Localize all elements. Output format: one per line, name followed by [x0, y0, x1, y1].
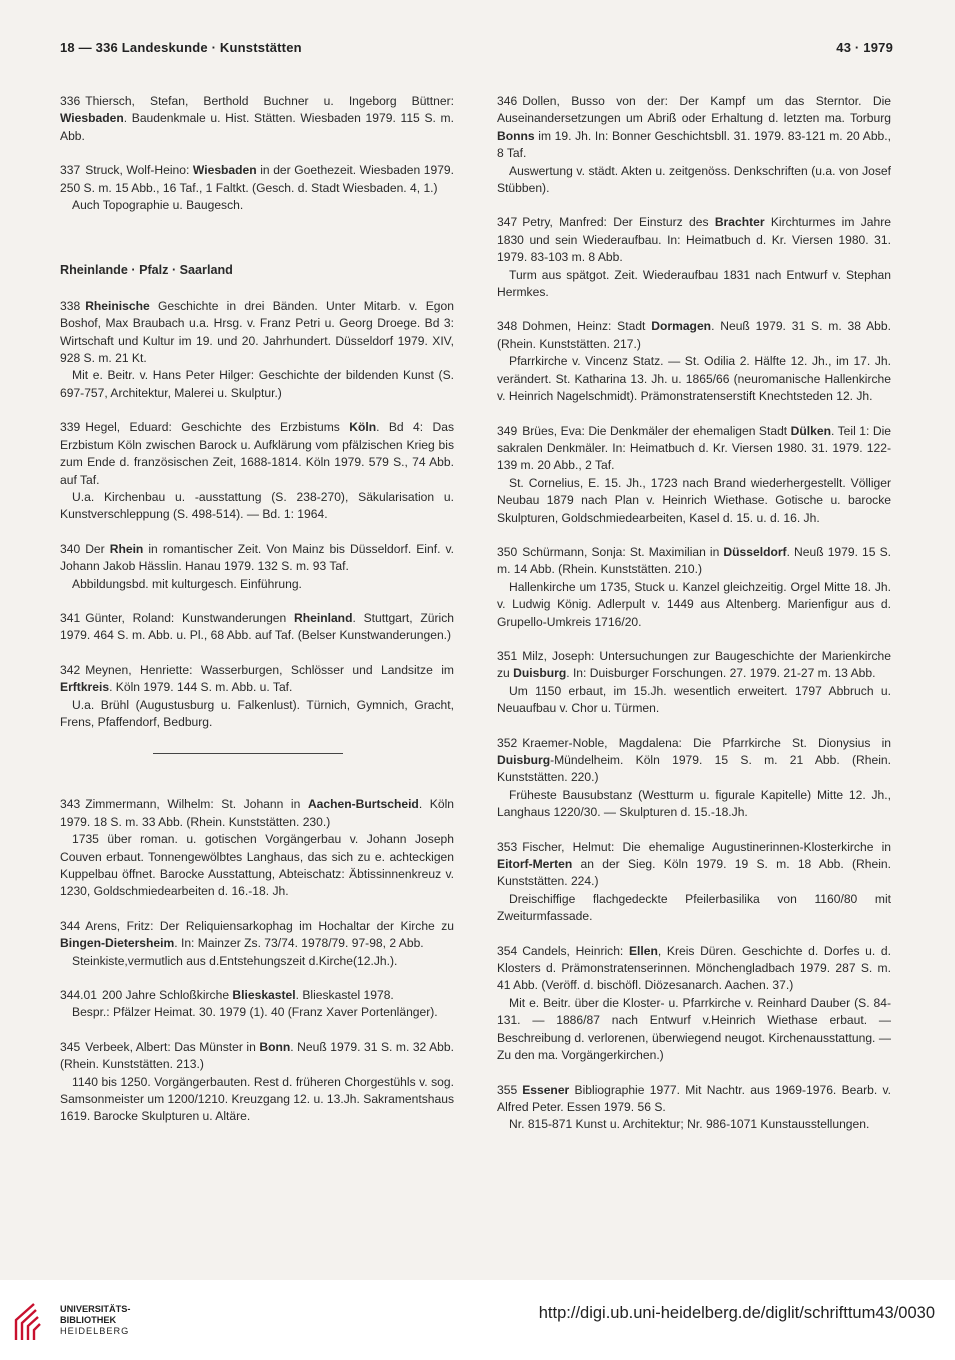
bibliography-entry [497, 423, 891, 527]
entry-text-after: . Köln 1979. 18 S. m. 33 Abb. (Rhein. Kunststätten. 230.) [60, 797, 454, 829]
entry-keyword: Rheinland [294, 610, 353, 625]
entry-annotation: Um 1150 erbaut, im 15.Jh. wesentlich erweitert. 1797 Abbruch u. Neuaufbau v. Chor u. Türmen. [497, 683, 891, 716]
entry-keyword: Brachter [714, 215, 765, 230]
entry-number: 351 [497, 648, 518, 663]
entry-number: 344 [60, 918, 81, 933]
entry-keyword: Essener [522, 1082, 570, 1097]
entry-keyword: Blieskastel [232, 988, 296, 1003]
entry-citation [60, 419, 454, 489]
entry-text-before: Thiersch, Stefan, Berthold Buchner u. Ingeborg Büttner: [85, 94, 454, 108]
entry-text-before: Arens, Fritz: Der Reliquiensarkophag im Hochaltar der Kirche zu [85, 918, 454, 933]
entry-keyword: Bingen-Dietersheim [60, 936, 175, 951]
entry-citation [497, 648, 891, 683]
bibliography-entry [497, 214, 891, 301]
bibliography-entry [497, 544, 891, 631]
bibliography-entry [60, 662, 454, 732]
entry-citation [497, 214, 891, 266]
entries-group-a [60, 93, 454, 214]
entry-number: 344.01 [60, 988, 97, 1003]
entry-annotation: U.a. Kirchenbau u. -ausstattung (S. 238-270), Säkularisation u. Kunstverschleppung (S. 498-514). — Bd. 1: 1964. [60, 489, 454, 522]
entry-keyword: Duisburg [497, 753, 551, 767]
entry-number: 349 [497, 423, 518, 438]
entry-text-before: Zimmermann, Wilhelm: St. Johann in [85, 797, 308, 812]
entry-citation [497, 93, 891, 163]
running-head-right: 43 · 1979 [836, 40, 893, 55]
entry-number: 343 [60, 797, 81, 812]
entry-annotation: St. Cornelius, E. 15. Jh., 1723 nach Brand wiederhergestellt. Völliger Neubau 1879 nach Plan v. Heinrich Wiethase. Gotische u. barocke Skulpturen, Goldschmiedearbeiten, Kasel d. 15. u. d. 16. Jh. [497, 475, 891, 525]
entry-annotation: 1735 über roman. u. gotischen Vorgängerbau v. Johann Joseph Couven erbaut. Tonnengewölbtes Langhaus, das sich zu e. achteckigen Kuppelbau öffnet. Barocke Ausstattung, Abteischatz: Äbtissinnenkreuz v. 1230, Goldschmiedearbeiten d. 16.-18. Jh. [60, 832, 454, 899]
entries-group-b [60, 298, 454, 732]
entry-keyword: Eitorf-Merten [497, 857, 573, 872]
entry-number: 348 [497, 319, 518, 334]
entry-text-after: Bibliographie 1977. Mit Nachtr. aus 1969-1976. Bearb. v. Alfred Peter. Essen 1979. 56 S. [497, 1082, 891, 1114]
bibliography-entry [60, 162, 454, 214]
entry-text-before: Brües, Eva: Die Denkmäler der ehemaligen Stadt [522, 423, 791, 438]
entry-citation [60, 610, 454, 645]
entry-text-after: . Köln 1979. 144 S. m. Abb. u. Taf. [109, 680, 293, 695]
entry-number: 350 [497, 544, 518, 559]
entry-keyword: Wiesbaden [192, 163, 257, 178]
entry-keyword: Düsseldorf [723, 544, 787, 559]
entry-number: 354 [497, 943, 518, 958]
entry-keyword: Wiesbaden [60, 111, 124, 126]
entry-text-before: Kraemer-Noble, Magdalena: Die Pfarrkirche St. Dionysius in [522, 735, 891, 750]
entry-text-before: Günter, Roland: Kunstwanderungen [85, 610, 294, 625]
entry-text-after: . Blieskastel 1978. [295, 988, 394, 1003]
entry-text-after: . Bd 4: Das Erzbistum Köln zwischen Barock u. Aufklärung vom pfälzischen Krieg bis zum Ende d. französischen Zeit, 1688-1814. Köln 1979. 579 S., 74 Abb. auf Taf. [60, 420, 455, 487]
entry-text-before: Der [85, 541, 110, 556]
entry-number: 342 [60, 662, 81, 677]
bibliography-entry [497, 318, 891, 405]
bibliography-entry [60, 93, 454, 145]
bibliography-entry [60, 298, 454, 402]
entry-text-before: Fischer, Helmut: Die ehemalige Augustinerinnen-Klosterkirche in [522, 839, 891, 854]
entry-citation [497, 943, 891, 995]
library-logo-text [60, 1304, 130, 1337]
entry-keyword: Erftkreis [60, 680, 110, 695]
entry-annotation: Auch Topographie u. Baugesch. [72, 198, 244, 213]
entry-keyword: Bonns [497, 128, 535, 143]
entry-keyword: Rhein [109, 541, 144, 556]
bibliography-entry [497, 735, 891, 822]
entry-number: 341 [60, 610, 81, 625]
entry-annotation: Mit e. Beitr. v. Hans Peter Hilger: Geschichte der bildenden Kunst (S. 697-757, Architektur, Malerei u. Skulptur.) [60, 368, 454, 400]
bibliography-entry [60, 918, 454, 970]
right-column [497, 93, 891, 1151]
bibliography-entry [497, 943, 891, 1065]
entry-citation [60, 298, 454, 368]
section-divider-rule [153, 753, 343, 754]
bibliography-entry [60, 419, 454, 523]
entry-citation [497, 1082, 891, 1117]
section-heading: Rheinlande · Pfalz · Saarland [60, 263, 233, 278]
entry-text-after: . Teil 1: Die sakralen Denkmäler. In: Heimatbuch d. Kr. Viersen 1980. 31. 1979. 122-139 m. 20 Abb., 2 Taf. [497, 423, 891, 473]
bibliography-entry [60, 987, 454, 1022]
bibliography-entry [60, 1039, 454, 1126]
bibliography-entry [497, 648, 891, 718]
entry-text-after: . Neuß 1979. 31 S. m. 38 Abb. (Rhein. Kunststätten. 217.) [497, 319, 891, 351]
entry-number: 338 [60, 298, 81, 313]
entry-citation [60, 162, 454, 197]
entry-number: 355 [497, 1082, 518, 1097]
entry-text-after: . In: Duisburger Forschungen. 27. 1979. 21-27 m. 13 Abb. [566, 666, 876, 681]
entry-citation [60, 918, 454, 953]
entry-annotation: Abbildungsbd. mit kulturgesch. Einführung. [72, 576, 302, 591]
entry-number: 346 [497, 94, 518, 108]
entry-number: 347 [497, 215, 518, 230]
entry-annotation: Früheste Bausubstanz (Westturm u. figurale Kapitelle) Mitte 12. Jh., Langhaus 1220/30. — Skulpturen d. 15.-18.Jh. [497, 787, 891, 820]
running-head-left: 18 — 336 Landeskunde · Kunststätten [60, 40, 302, 55]
entry-text-after: , Kreis Düren. Geschichte d. Dorfes u. d. Klosters d. Prämonstratenserinnen. Mönchengladbach 1979. 287 S. m. 41 Abb. (Veröff. d. bischöfl. Diözesanarch. Aachen. 37.) [497, 943, 892, 993]
entry-text-before: Meynen, Henriette: Wasserburgen, Schlösser und Landsitze im [85, 662, 454, 677]
entry-text-before: 200 Jahre Schloßkirche [102, 988, 233, 1003]
entry-citation [497, 318, 891, 353]
entry-citation [497, 735, 891, 787]
permalink-url[interactable]: http://digi.ub.uni-heidelberg.de/diglit/schrifttum43/0030 [538, 1304, 935, 1322]
entry-citation [60, 987, 454, 1004]
entry-citation [60, 1039, 454, 1074]
library-logo-icon [12, 1300, 56, 1344]
entry-number: 339 [60, 420, 81, 435]
running-head [60, 40, 893, 55]
entry-citation [497, 423, 891, 475]
entry-annotation: 1140 bis 1250. Vorgängerbauten. Rest d. früheren Chorgestühls v. sog. Samsonmeister um 1200/1210. Kreuzgang 12. u. 13.Jh. Sakramentshaus 1619. Barocke Skulpturen u. Altäre. [60, 1074, 454, 1124]
logo-line-2: BIBLIOTHEK [60, 1315, 117, 1325]
entry-keyword: Köln [349, 420, 377, 435]
entry-text-after: in romantischer Zeit. Von Mainz bis Düsseldorf. Einf. v. Johann Jakob Hässlin. Hanau 1979. 132 S. m. 93 Taf. [60, 541, 454, 574]
logo-line-3: HEIDELBERG [60, 1326, 130, 1336]
entry-number: 336 [60, 94, 81, 108]
entry-text-before: Hegel, Eduard: Geschichte des Erzbistums [85, 420, 350, 435]
entry-number: 353 [497, 839, 518, 854]
entry-text-after: -Mündelheim. Köln 1979. 15 S. m. 21 Abb. (Rhein. Kunststätten. 220.) [497, 753, 891, 785]
entry-annotation: Pfarrkirche v. Vincenz Statz. — St. Odilia 2. Hälfte 12. Jh., im 17. Jh. verändert. St. Katharina 13. Jh. u. 1865/66 (neuromanische Hallenkirche v. Heinrich Nagelschmidt). Prämonstratenserstift Knechtsteden 12. Jh. [497, 354, 891, 404]
entry-keyword: Ellen [628, 943, 658, 958]
entry-citation [60, 662, 454, 697]
entry-text-after: an der Sieg. Köln 1979. 19 S. m. 18 Abb. (Rhein. Kunststätten. 224.) [497, 857, 891, 889]
entry-annotation: Dreischiffige flachgedeckte Pfeilerbasilika von 1160/80 mit Zweiturmfassade. [497, 891, 891, 924]
bibliography-entry [497, 839, 891, 926]
entry-citation [60, 541, 454, 576]
entry-text-after: in der Goethezeit. Wiesbaden 1979. 250 S. m. 15 Abb., 16 Taf., 1 Faltkt. (Gesch. d. Stadt Wiesbaden. 4, 1.) [60, 163, 455, 195]
entry-text-after: Kirchturmes im Jahre 1830 und sein Wiederaufbau. In: Heimatbuch d. Kr. Viersen 1980. 31. 1979. 83-103 m. 8 Abb. [497, 215, 892, 265]
entry-citation [497, 544, 891, 579]
entry-text-after: . Stuttgart, Zürich 1979. 464 S. m. Abb. u. Pl., 68 Abb. auf Taf. (Belser Kunstwanderungen.) [60, 610, 454, 643]
bibliography-entry [60, 610, 454, 645]
bibliography-entry [497, 93, 891, 197]
entry-keyword: Aachen-Burtscheid [307, 797, 419, 812]
entry-text-after: . Baudenkmale u. Hist. Stätten. Wiesbaden 1979. 115 S. m. Abb. [60, 111, 454, 143]
bibliography-entry [60, 541, 454, 593]
entry-annotation: U.a. Brühl (Augustusburg u. Falkenlust). Türnich, Gymnich, Gracht, Frens, Pfaffendorf, Bedburg. [60, 697, 454, 729]
entry-keyword: Duisburg [513, 666, 567, 681]
entry-number: 345 [60, 1039, 81, 1054]
entry-annotation: Mit e. Beitr. über die Kloster- u. Pfarrkirche v. Reinhard Dauber (S. 84-131. — 1886/87 nach Entwurf v.Heinrich Wiethase erbaut. — Beschreibung d. verlorenen, überwiegend neugot. Kirchenausstattung. — Zu den ma. Vorgängerkirchen.) [497, 995, 891, 1063]
entry-text-before: Milz, Joseph: Untersuchungen zur Baugeschichte der Marienkirche zu [497, 648, 891, 681]
entry-text-after: . In: Mainzer Zs. 73/74. 1978/79. 97-98, 2 Abb. [174, 936, 424, 951]
entry-annotation: Auswertung v. städt. Akten u. zeitgenöss. Denkschriften (u.a. von Josef Stübben). [497, 163, 891, 196]
entries-group-right [497, 93, 891, 1134]
entry-citation [60, 796, 454, 831]
entry-number: 340 [60, 541, 81, 556]
entry-text-before: Struck, Wolf-Heino: [85, 163, 193, 178]
bibliography-entry [497, 1082, 891, 1134]
entry-annotation: Turm aus spätgot. Zeit. Wiederaufbau 1831 nach Entwurf v. Stephan Hermkes. [497, 267, 891, 300]
entry-text-before: Candels, Heinrich: [522, 943, 629, 958]
left-column [60, 93, 454, 1143]
entry-text-after: . Neuß 1979. 31 S. m. 32 Abb. (Rhein. Kunststätten. 213.) [60, 1039, 454, 1072]
entry-annotation: Steinkiste,vermutlich aus d.Entstehungszeit d.Kirche(12.Jh.). [72, 953, 398, 968]
entry-text-after: . Neuß 1979. 15 S. m. 14 Abb. (Rhein. Kunststätten. 210.) [497, 544, 891, 577]
entry-text-before: Dollen, Busso von der: Der Kampf um das Sterntor. Die Auseinandersetzungen um Abriß oder Erhaltung d. letzten ma. Torburg [497, 94, 891, 126]
entry-text-after: Geschichte in drei Bänden. Unter Mitarb. v. Egon Boshof, Max Braubach u.a. Hrsg. v. Franz Petri u. Georg Droege. Bd 3: Wirtschaft und Kultur im 19. und 20. Jahrhundert. Düsseldorf 1979. XIV, 928 S. m. 21 Kt. [60, 298, 454, 366]
entry-citation [497, 839, 891, 891]
entry-keyword: Bonn [259, 1039, 291, 1054]
entry-text-after: im 19. Jh. In: Bonner Geschichtsbll. 31. 1979. 83-121 m. 20 Abb., 8 Taf. [497, 128, 891, 161]
entry-text-before: Petry, Manfred: Der Einsturz des [522, 215, 715, 230]
entry-number: 352 [497, 735, 518, 750]
logo-line-1: UNIVERSITÄTS- [60, 1304, 131, 1314]
entry-keyword: Dülken [790, 423, 831, 438]
entry-text-before: Verbeek, Albert: Das Münster in [85, 1039, 260, 1054]
digitization-footer [0, 1280, 955, 1360]
entry-text-before: Schürmann, Sonja: St. Maximilian in [522, 544, 724, 559]
entry-keyword: Dormagen [651, 319, 712, 334]
entry-annotation: Hallenkirche um 1735, Stuck u. Kanzel gleichzeitig. Orgel Mitte 18. Jh. v. Ludwig König. Adlerpult v. 1449 aus Altenberg. Marienfigur aus d. Grupello-Umkreis 1716/20. [497, 579, 891, 629]
entry-keyword: Rheinische [85, 298, 150, 313]
entry-annotation: Bespr.: Pfälzer Heimat. 30. 1979 (1). 40 (Franz Xaver Portenlänger). [72, 1005, 438, 1020]
entries-group-c [60, 796, 454, 1126]
entry-citation [60, 93, 454, 145]
entry-annotation: Nr. 815-871 Kunst u. Architektur; Nr. 986-1071 Kunstausstellungen. [509, 1117, 870, 1132]
entry-number: 337 [60, 163, 81, 178]
entry-text-before: Dohmen, Heinz: Stadt [522, 319, 652, 334]
bibliography-entry [60, 796, 454, 900]
